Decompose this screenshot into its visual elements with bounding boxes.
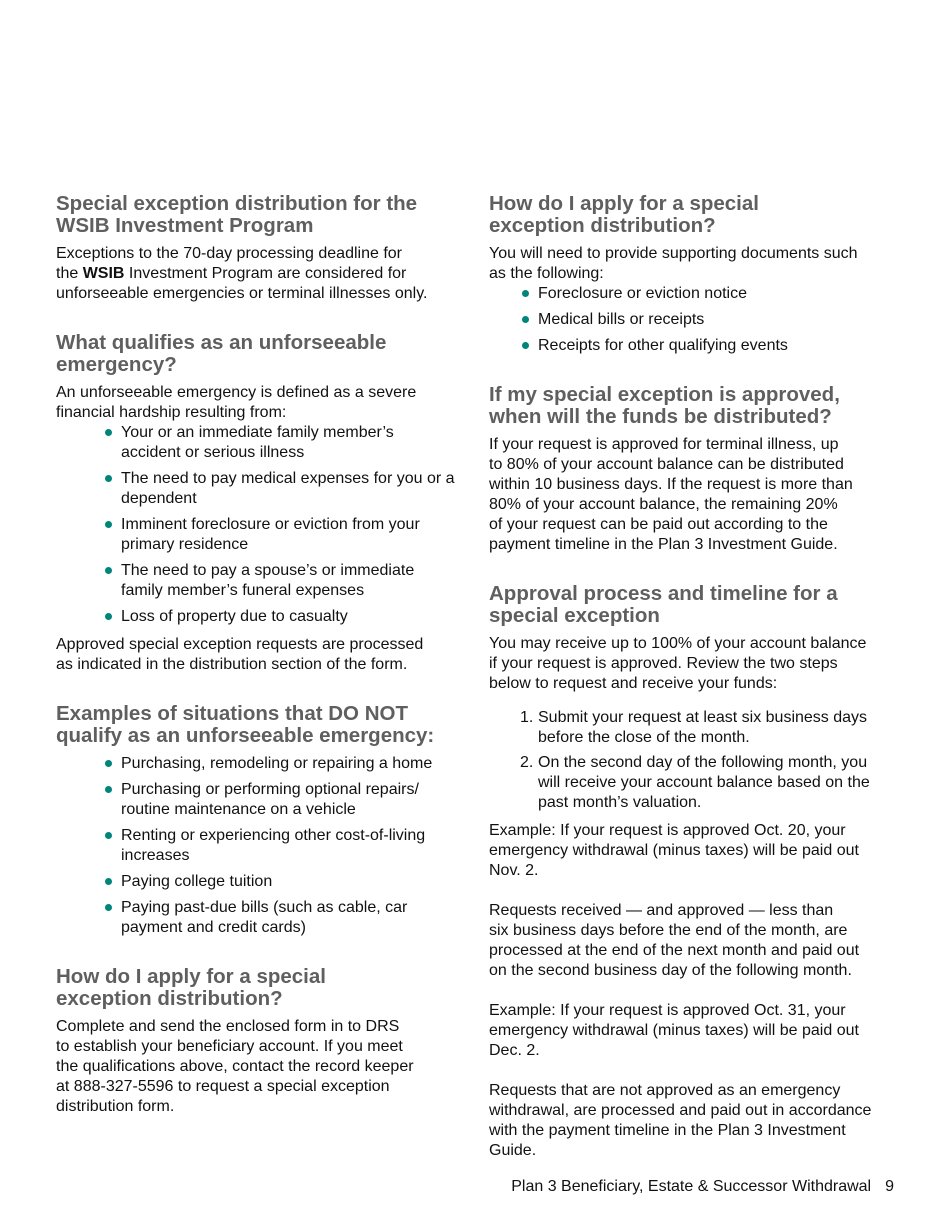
list-item: Paying college tuition	[104, 872, 461, 892]
list-item: The need to pay medical expenses for you or a dependent	[104, 469, 461, 509]
paragraph: You may receive up to 100% of your account balance if your request is approved. Review the two steps below to request and receive your funds:	[489, 635, 867, 692]
list-item: The need to pay a spouse’s or immediate family member’s funeral expenses	[104, 561, 461, 601]
numbered-list	[489, 708, 899, 813]
section-heading: Special exception distribution for the WSIB Investment Program	[56, 192, 418, 237]
paragraph: If your request is approved for terminal illness, up to 80% of your account balance can be distributed within 10 business days. If the request is more than 80% of your account balance, the remaining 20% of your request can be paid out according to the payment timeline in the Plan 3 Investment Guide.	[489, 436, 853, 553]
list-item: Purchasing or performing optional repairs/ routine maintenance on a vehicle	[104, 780, 461, 820]
bullet-icon	[105, 521, 112, 528]
list-item: Purchasing, remodeling or repairing a home	[104, 754, 461, 774]
bullet-list	[489, 284, 899, 356]
paragraph: Complete and send the enclosed form in to DRS to establish your beneficiary account. If you meet the qualifications above, contact the record keeper at 888-327-5596 to request a special exception distribution form.	[56, 1018, 414, 1115]
bullet-list	[56, 754, 461, 938]
section-apply-left	[56, 966, 461, 1117]
section-do-not-qualify	[56, 703, 461, 938]
bullet-icon	[105, 832, 112, 839]
bullet-icon	[105, 786, 112, 793]
paragraph-example-1: Example: If your request is approved Oct. 20, your emergency withdrawal (minus taxes) will be paid out Nov. 2.	[489, 822, 859, 879]
bullet-icon	[105, 760, 112, 767]
list-item: Imminent foreclosure or eviction from your primary residence	[104, 515, 461, 555]
wsib-bold: WSIB	[82, 265, 125, 282]
paragraph: You will need to provide supporting documents such as the following:	[489, 245, 858, 282]
right-column	[489, 193, 899, 1161]
section-apply-right	[489, 193, 899, 356]
section-what-qualifies	[56, 332, 461, 675]
paragraph-example-2: Example: If your request is approved Oct. 31, your emergency withdrawal (minus taxes) will be paid out Dec. 2.	[489, 1002, 859, 1059]
page-footer	[511, 1177, 894, 1197]
paragraph: An unforseeable emergency is defined as a severe financial hardship resulting from:	[56, 384, 417, 421]
list-item: Loss of property due to casualty	[104, 607, 461, 627]
list-item: Receipts for other qualifying events	[521, 336, 899, 356]
list-item: Foreclosure or eviction notice	[521, 284, 899, 304]
section-heading: How do I apply for a special exception distribution?	[489, 192, 759, 237]
page-number: 9	[885, 1178, 894, 1195]
bullet-icon	[105, 613, 112, 620]
bullet-icon	[522, 316, 529, 323]
bullet-icon	[522, 290, 529, 297]
section-heading: What qualifies as an unforseeable emergency?	[56, 331, 387, 376]
list-item: 2. On the second day of the following month, you will receive your account balance based on the past month’s valuation.	[520, 754, 870, 811]
paragraph-requests-1: Requests received — and approved — less than six business days before the end of the month, are processed at the end of the next month and paid out on the second business day of the following month.	[489, 902, 860, 979]
section-heading: If my special exception is approved, when will the funds be distributed?	[489, 383, 840, 428]
list-item: 1. Submit your request at least six business days before the close of the month.	[520, 709, 868, 746]
left-column	[56, 193, 461, 1117]
section-special-exception	[56, 193, 461, 304]
section-heading: Examples of situations that DO NOT qualify as an unforseeable emergency:	[56, 702, 435, 747]
bullet-list	[56, 423, 461, 627]
bullet-icon	[105, 475, 112, 482]
section-heading: Approval process and timeline for a special exception	[489, 582, 838, 627]
step-number: 2.	[520, 754, 534, 771]
list-item: Your or an immediate family member’s accident or serious illness	[104, 423, 461, 463]
list-item: Renting or experiencing other cost-of-living increases	[104, 826, 461, 866]
bullet-icon	[105, 878, 112, 885]
paragraph-requests-2: Requests that are not approved as an emergency withdrawal, are processed and paid out in accordance with the payment timeline in the Plan 3 Investment Guide.	[489, 1082, 872, 1159]
paragraph: Exceptions to the 70-day processing deadline for the WSIB Investment Program are considered for unforseeable emergencies or terminal illnesses only.	[56, 245, 428, 302]
section-approval-process	[489, 583, 899, 1161]
paragraph: Approved special exception requests are processed as indicated in the distribution section of the form.	[56, 636, 424, 673]
bullet-icon	[105, 429, 112, 436]
list-item: Medical bills or receipts	[521, 310, 899, 330]
bullet-icon	[105, 567, 112, 574]
bullet-icon	[105, 904, 112, 911]
footer-title: Plan 3 Beneficiary, Estate & Successor Withdrawal	[511, 1178, 872, 1195]
step-number: 1.	[520, 709, 534, 726]
section-heading: How do I apply for a special exception distribution?	[56, 965, 326, 1010]
list-item: Paying past-due bills (such as cable, car payment and credit cards)	[104, 898, 461, 938]
bullet-icon	[522, 342, 529, 349]
section-funds-distributed	[489, 384, 899, 555]
